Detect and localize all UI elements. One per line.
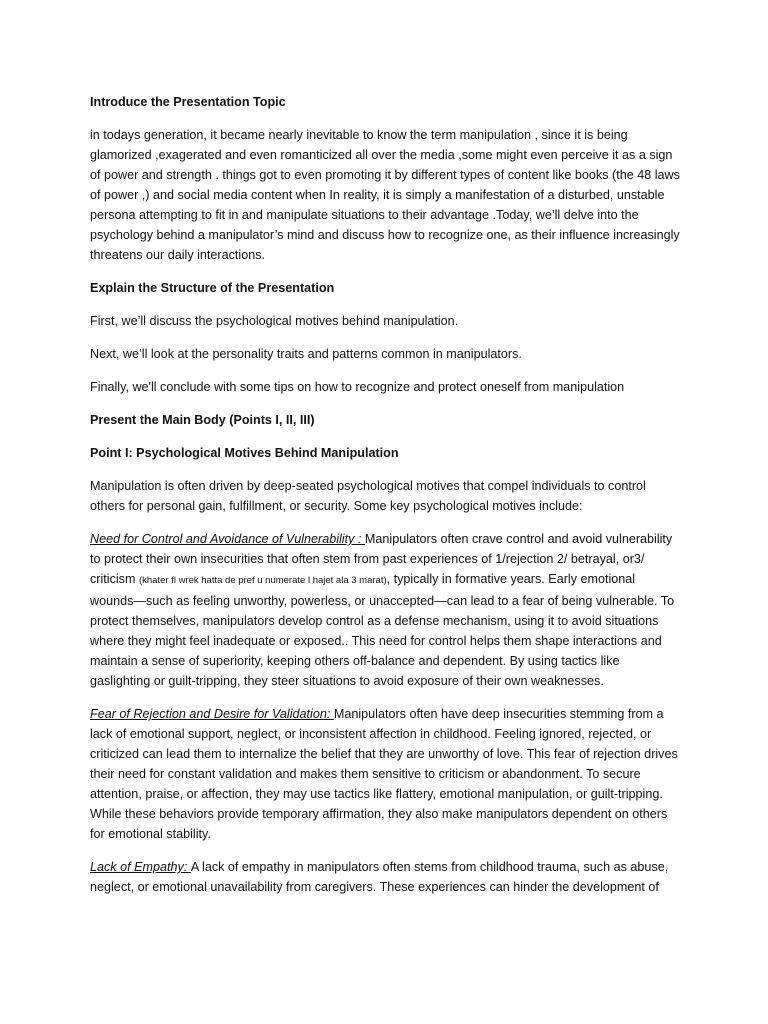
structure-first: First, we’ll discuss the psychological motives behind manipulation.: [90, 314, 459, 328]
fear-rejection-text: Manipulators often have deep insecurities stemming from a lack of emotional support, neglect, or inconsistent affection in childhood. Feeling ignored, rejected, or criticized can lead them to internalize the belief that they are unworthy of love. This fear of rejection drives their need for constant validation and makes them sensitive to criticism or abandonment. To secure attention, praise, or affection, they may use tactics like flattery, emotional manipulation, or guilt-tripping. While these behaviors provide temporary affirmation, they also make manipulators dependent on others for emotional stability.: [90, 707, 678, 841]
need-control-text-b: , typically in formative years. Early emotional wounds—such as feeling unworthy, powerless, or unaccepted—can lead to a fear of being vulnerable. To protect themselves, manipulators develop control as a defense mechanism, using it to avoid situations where they might feel inadequate or exposed.. This need for control helps them shape interactions and maintain a sense of superiority, keeping others off-balance and dependent. By using tactics like gaslighting or guilt-tripping, they steer situations to avoid exposure of their own weaknesses.: [90, 572, 675, 688]
fear-rejection-lead: Fear of Rejection and Desire for Validation:: [90, 707, 334, 721]
point1-heading: Point I: Psychological Motives Behind Manipulation: [90, 446, 399, 460]
document-page: [90, 92, 680, 897]
lack-empathy-lead: Lack of Empathy:: [90, 860, 191, 874]
structure-heading: Explain the Structure of the Presentation: [90, 281, 335, 295]
need-control-note: (khater fl wrek hatta de pref u numerate l hajet ala 3 marat): [138, 575, 387, 586]
lack-empathy-paragraph: [90, 857, 680, 897]
intro-heading: Introduce the Presentation Topic: [90, 95, 286, 109]
need-control-lead: Need for Control and Avoidance of Vulnerability :: [90, 532, 365, 546]
need-control-paragraph: [90, 529, 680, 691]
lack-empathy-text: A lack of empathy in manipulators often stems from childhood trauma, such as abuse, neglect, or emotional unavailability from caregivers. These experiences can hinder the development of: [90, 860, 669, 894]
point1-intro: Manipulation is often driven by deep-seated psychological motives that compel individuals to control others for personal gain, fulfillment, or security. Some key psychological motives include:: [90, 479, 646, 513]
structure-finally: Finally, we'll conclude with some tips on how to recognize and protect oneself from manipulation: [90, 380, 625, 394]
fear-rejection-paragraph: [90, 704, 680, 844]
main-body-heading: Present the Main Body (Points I, II, III): [90, 413, 315, 427]
need-control-text-a: Manipulators often crave control and avoid vulnerability to protect their own insecurities that often stem from past experiences of 1/rejection 2/ betrayal, or3/ criticism: [90, 532, 673, 586]
structure-next: Next, we’ll look at the personality traits and patterns common in manipulators.: [90, 347, 522, 361]
intro-paragraph: in todays generation, it became nearly inevitable to know the term manipulation , since it is being glamorized ,exagerated and even romanticized all over the media ,some might even perceive it as a sign of power and strength . things got to even promoting it by different types of content like books (the 48 laws of power ,) and social media content when In reality, it is simply a manifestation of a disturbed, unstable persona attempting to fit in and manipulate situations to their advantage .Today, we’ll delve into the psychology behind a manipulator’s mind and discuss how to recognize one, as their influence increasingly threatens our daily interactions.: [90, 128, 680, 262]
